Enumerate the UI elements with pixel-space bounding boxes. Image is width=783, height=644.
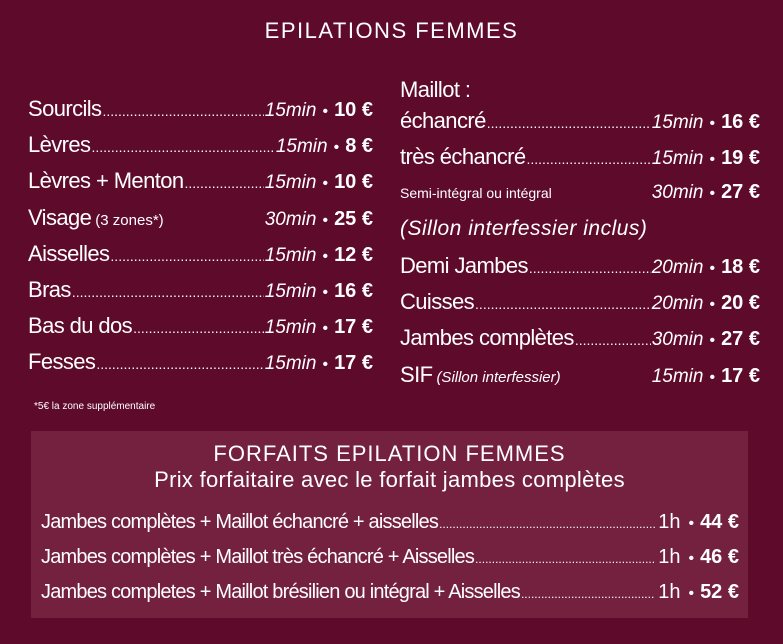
price-row xyxy=(400,325,760,361)
leader-dots xyxy=(521,587,655,601)
bullet: • xyxy=(688,585,695,602)
service-price: 18 € xyxy=(721,255,760,278)
leader-dots xyxy=(102,103,263,119)
service-price: 16 € xyxy=(334,279,373,302)
service-time: 15min xyxy=(264,244,317,266)
leader-dots xyxy=(91,139,274,155)
forfait-duration: 1h xyxy=(658,581,681,603)
price-row xyxy=(28,205,373,241)
bullet: • xyxy=(709,151,716,169)
service-name: Bas du dos xyxy=(28,313,133,339)
sillon-note: (Sillon interfessier inclus) xyxy=(400,216,648,240)
leader-dots xyxy=(110,248,263,264)
bullet: • xyxy=(322,211,329,229)
bullet: • xyxy=(709,259,716,277)
service-price: 10 € xyxy=(334,99,373,121)
service-price: 12 € xyxy=(334,243,373,266)
bullet: • xyxy=(322,356,329,374)
forfait-name: Jambes complètes + Maillot très échancré + Aisselles xyxy=(41,546,475,568)
forfait-name: Jambes completes + Maillot brésilien ou intégral + Aisselles xyxy=(41,581,520,603)
service-name: Bras xyxy=(28,276,71,302)
leader-dots xyxy=(439,517,655,531)
forfait-price: 52 € xyxy=(700,581,739,603)
service-time: 15min xyxy=(264,172,317,194)
price-row xyxy=(400,253,760,289)
bullet: • xyxy=(322,247,329,265)
service-price: 25 € xyxy=(334,207,373,230)
service-name: Demi Jambes xyxy=(400,252,528,278)
service-price: 10 € xyxy=(334,171,373,194)
service-name: Cuisses xyxy=(400,289,475,315)
service-price: 16 € xyxy=(721,111,760,134)
leader-dots xyxy=(527,151,651,167)
bullet: • xyxy=(322,175,329,193)
forfait-row xyxy=(41,511,739,546)
price-row xyxy=(400,289,760,325)
bullet: • xyxy=(322,320,329,338)
service-name: Sourcils xyxy=(28,96,102,121)
sillon-note-row xyxy=(400,217,760,253)
section-heading: Maillot : xyxy=(400,77,471,103)
bullet: • xyxy=(322,103,329,120)
service-name: Aisselles xyxy=(28,240,110,266)
leader-dots xyxy=(96,356,263,372)
leader-dots xyxy=(529,260,651,276)
service-price: 27 € xyxy=(721,180,760,203)
left-price-list xyxy=(28,96,373,386)
forfait-duration: 1h xyxy=(658,546,681,568)
bullet: • xyxy=(688,550,695,567)
service-name: SIF xyxy=(400,361,433,387)
service-price: 17 € xyxy=(334,316,373,339)
forfait-row xyxy=(41,546,739,581)
leader-dots xyxy=(133,320,264,336)
forfaits-title: FORFAITS EPILATION FEMMES xyxy=(213,441,566,466)
bullet: • xyxy=(709,368,716,386)
bullet: • xyxy=(333,139,340,157)
service-time: 15min xyxy=(651,112,704,134)
service-name: Visage xyxy=(28,204,92,230)
service-name: Fesses xyxy=(28,349,96,375)
leader-dots xyxy=(72,284,264,300)
service-name: Jambes complètes xyxy=(400,325,574,351)
service-name: très échancré xyxy=(400,144,526,170)
leader-dots xyxy=(475,552,655,566)
price-row xyxy=(28,241,373,277)
price-row xyxy=(28,277,373,313)
service-price: 17 € xyxy=(334,352,373,375)
price-row xyxy=(28,96,373,132)
service-name: Semi-intégral ou intégral xyxy=(400,184,552,201)
leader-dots xyxy=(575,332,651,348)
price-row xyxy=(28,132,373,168)
service-price: 20 € xyxy=(721,292,760,315)
page-title: EPILATIONS FEMMES xyxy=(264,18,519,43)
service-price: 8 € xyxy=(345,135,373,158)
price-row xyxy=(400,181,760,217)
bullet: • xyxy=(709,184,716,202)
forfait-price: 46 € xyxy=(700,546,739,568)
service-time: 15min xyxy=(264,280,317,302)
bullet: • xyxy=(688,515,695,532)
right-price-list xyxy=(400,72,760,398)
forfait-row xyxy=(41,581,739,616)
price-row xyxy=(400,144,760,180)
service-time: 20min xyxy=(651,256,704,278)
service-time: 30min xyxy=(264,208,317,230)
forfaits-subtitle: Prix forfaitaire avec le forfait jambes complètes xyxy=(154,467,625,492)
footnote: *5€ la zone supplémentaire xyxy=(34,401,156,412)
bullet: • xyxy=(709,296,716,314)
service-time: 15min xyxy=(264,100,317,121)
forfait-duration: 1h xyxy=(658,511,681,533)
service-price: 19 € xyxy=(721,147,760,170)
service-note: (Sillon interfessier) xyxy=(436,368,561,386)
service-time: 15min xyxy=(264,317,317,339)
price-row xyxy=(28,349,373,385)
service-name: Lèvres + Menton xyxy=(28,168,184,194)
service-time: 15min xyxy=(651,365,704,387)
price-row xyxy=(400,362,760,398)
service-time: 30min xyxy=(651,329,704,351)
forfait-price: 44 € xyxy=(700,511,739,533)
forfaits-box xyxy=(31,431,748,618)
service-name: Lèvres xyxy=(28,132,91,158)
bullet: • xyxy=(709,115,716,133)
service-price: 17 € xyxy=(721,364,760,387)
bullet: • xyxy=(322,283,329,301)
service-name: échancré xyxy=(400,108,486,134)
service-note: (3 zones*) xyxy=(95,211,164,229)
price-row xyxy=(28,313,373,349)
service-time: 15min xyxy=(264,353,317,375)
service-time: 15min xyxy=(651,148,704,170)
leader-dots xyxy=(475,296,651,312)
price-row xyxy=(400,108,760,144)
forfait-name: Jambes complètes + Maillot échancré + aisselles xyxy=(41,511,439,533)
service-price: 27 € xyxy=(721,328,760,351)
price-row xyxy=(28,168,373,204)
forfaits-list xyxy=(41,511,739,616)
service-time: 30min xyxy=(651,181,704,203)
service-time: 20min xyxy=(651,293,704,315)
leader-dots xyxy=(487,115,651,131)
leader-dots xyxy=(185,175,264,191)
maillot-heading xyxy=(400,72,760,108)
bullet: • xyxy=(709,332,716,350)
service-time: 15min xyxy=(275,136,328,158)
